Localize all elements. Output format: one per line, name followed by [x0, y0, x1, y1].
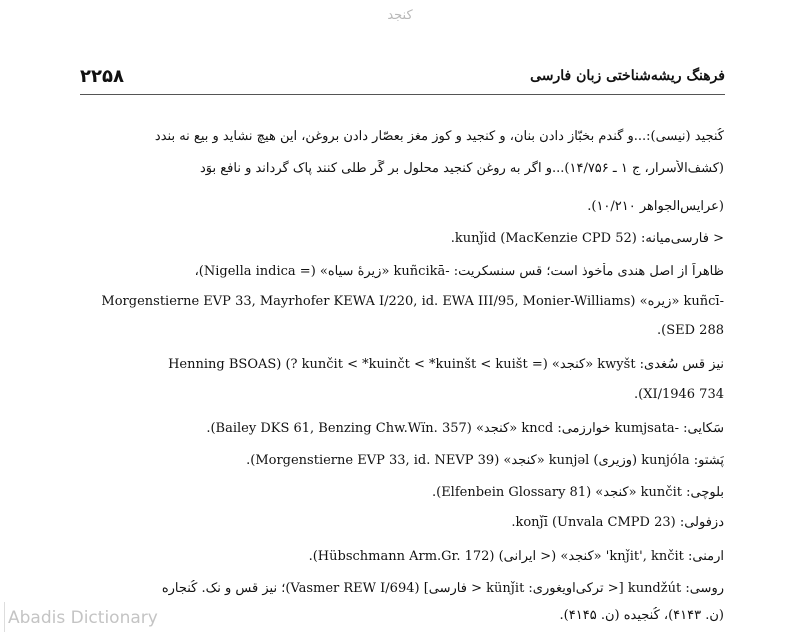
entry-line-11: پَشتو: kunjóla (وزیری) kunjəl «کنجد» (Morgenstierne EVP 33, id. NEVP 39). [246, 453, 724, 468]
entry-line-3: (عرایس‌الجواهر ۱۰/۲۱۰). [587, 199, 724, 214]
page-number: ۲۲۵۸ [80, 66, 124, 87]
entry-line-13: دزفولی: konǰī (Unvala CMPD 23). [511, 515, 724, 530]
entry-line-4: < فارسی‌میانه: kunǰid (MacKenzie CPD 52). [450, 231, 724, 246]
entry-line-8: نیز قس سُغدی: kwyšt «کنجد» (= kunčit < *kuinčt < *kuinšt < kuišt ?) (Henning BSOAS [168, 357, 724, 372]
entry-line-9: XI/1946 734). [633, 387, 724, 402]
entry-line-2: (کشف‌الأسرار، ج ۱ ـ ۱۴/۷۵۶)...و اگر به روغن کنجید محلول بر گَر طلی کنند پاک گرداند و نافع بوَد [199, 161, 724, 176]
entry-line-10: سَکایی: -kumjsata خوارزمی: kncd «کنجد» (Bailey DKS 61, Benzing Chw.Wïn. 357). [206, 421, 724, 436]
page-header [80, 64, 725, 95]
entry-line-15: روسی: kundžút [< ترکی‌اویغوری: künǰit < فارسی] (Vasmer REW I/694)؛ نیز قس و نک. کُنجاره [161, 581, 724, 596]
entry-line-12: بلوچی: kunčit «کنجد» (Elfenbein Glossary 81). [431, 485, 724, 500]
entry-line-1: کُنجید (نیسی):...و گندم بخبّاز دادن بنان، و کنجید و کوز مغز بعصّار دادن بروغن، این هیچ نشاید و بیع نه بندد [154, 129, 724, 144]
entry-line-14: ارمنی: knǰit', knčit' «کنجد» (< ایرانی) (Hübschmann Arm.Gr. 172). [308, 549, 724, 564]
entry-line-5: ظاهراً از اصل هندی مأخوذ است؛ قس سنسکریت: -kuñcikā «زیرهٔ سیاه» (= Nigella indica)، [194, 264, 724, 279]
entry-line-6: -kuñcī «زیره» (Morgenstierne EVP 33, Mayrhofer KEWA I/220, id. EWA III/95, Monier-Williams [101, 294, 724, 309]
book-title: فرهنگ ریشه‌شناختی زبان فارسی [530, 68, 725, 84]
watermark: Abadis Dictionary [8, 608, 158, 628]
page-top-title: کنجد [387, 8, 413, 23]
entry-line-7: SED 288). [657, 323, 724, 338]
entry-line-16: (ن. ۴۱۴۳)، کُنجیده (ن. ۴۱۴۵). [559, 608, 724, 623]
